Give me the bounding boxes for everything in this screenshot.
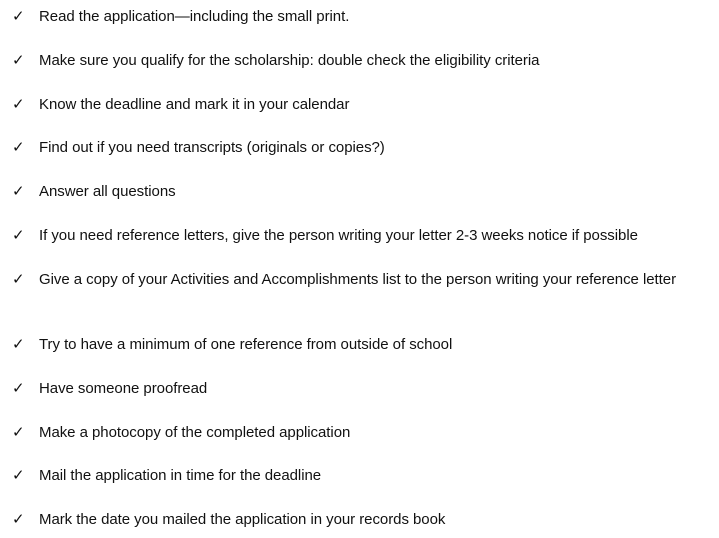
checklist-item-text: Read the application—including the small print. (39, 8, 350, 25)
checkmark-icon: ✓ (12, 335, 25, 353)
checklist-item-text: Make sure you qualify for the scholarship: double check the eligibility criteria (39, 52, 540, 69)
checkmark-icon: ✓ (12, 7, 25, 25)
checkmark-icon: ✓ (12, 270, 25, 288)
checklist-item-text: Have someone proofread (39, 380, 208, 397)
checkmark-icon: ✓ (12, 379, 25, 397)
checklist-item-text: Try to have a minimum of one reference from outside of school (39, 336, 453, 353)
checklist-item-text: Mark the date you mailed the application in your records book (39, 511, 446, 528)
checkmark-icon: ✓ (12, 510, 25, 528)
checklist-item-text: Answer all questions (39, 183, 176, 200)
checkmark-icon: ✓ (12, 466, 25, 484)
checklist-item-text: If you need reference letters, give the person writing your letter 2-3 weeks notice if possible (39, 227, 638, 244)
checkmark-icon: ✓ (12, 182, 25, 200)
checkmark-icon: ✓ (12, 423, 25, 441)
checklist-item-text: Know the deadline and mark it in your calendar (39, 96, 350, 113)
checklist-item-text: Find out if you need transcripts (originals or copies?) (39, 139, 385, 156)
checklist-item-text: Make a photocopy of the completed application (39, 424, 351, 441)
checkmark-icon: ✓ (12, 138, 25, 156)
checkmark-icon: ✓ (12, 226, 25, 244)
checkmark-icon: ✓ (12, 95, 25, 113)
checklist-item-text: Mail the application in time for the deadline (39, 467, 322, 484)
checkmark-icon: ✓ (12, 51, 25, 69)
checklist-item-text: Give a copy of your Activities and Accomplishments list to the person writing your reference letter (39, 271, 677, 288)
